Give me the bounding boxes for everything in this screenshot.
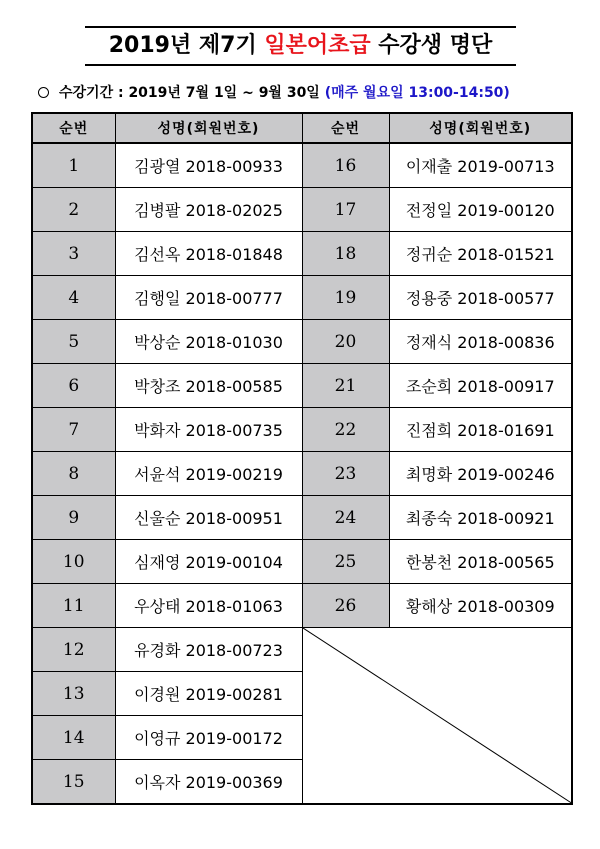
row-number: 15 xyxy=(32,760,115,805)
diagonal-line xyxy=(303,628,572,803)
table-row xyxy=(32,540,572,584)
table-row xyxy=(32,628,572,672)
row-number: 11 xyxy=(32,584,115,628)
student-name-id: 박화자 2018-00735 xyxy=(115,408,302,452)
row-number: 26 xyxy=(302,584,389,628)
header-name-right: 성명(회원번호) xyxy=(389,113,572,143)
student-name-id: 이옥자 2019-00369 xyxy=(115,760,302,805)
table-header-row xyxy=(32,113,572,143)
table-row xyxy=(32,452,572,496)
student-name-id: 심재영 2019-00104 xyxy=(115,540,302,584)
student-name-id: 전정일 2019-00120 xyxy=(389,188,572,232)
student-name-id: 황해상 2018-00309 xyxy=(389,584,572,628)
row-number: 9 xyxy=(32,496,115,540)
student-name-id: 김병팔 2018-02025 xyxy=(115,188,302,232)
row-number: 10 xyxy=(32,540,115,584)
row-number: 16 xyxy=(302,143,389,188)
row-number: 23 xyxy=(302,452,389,496)
row-number: 22 xyxy=(302,408,389,452)
student-name-id: 김선옥 2018-01848 xyxy=(115,232,302,276)
student-name-id: 박창조 2018-00585 xyxy=(115,364,302,408)
table-row xyxy=(32,584,572,628)
student-name-id: 김행일 2018-00777 xyxy=(115,276,302,320)
period-schedule: (매주 월요일 13:00-14:50) xyxy=(324,85,510,101)
row-number: 2 xyxy=(32,188,115,232)
student-name-id: 이재출 2019-00713 xyxy=(389,143,572,188)
title-suffix: 수강생 명단 xyxy=(370,33,493,58)
row-number: 14 xyxy=(32,716,115,760)
student-name-id: 한봉천 2018-00565 xyxy=(389,540,572,584)
row-number: 20 xyxy=(302,320,389,364)
row-number: 7 xyxy=(32,408,115,452)
student-name-id: 진점희 2018-01691 xyxy=(389,408,572,452)
course-period xyxy=(38,82,510,102)
row-number: 12 xyxy=(32,628,115,672)
student-roster-table xyxy=(31,112,573,805)
row-number: 6 xyxy=(32,364,115,408)
row-number: 24 xyxy=(302,496,389,540)
student-name-id: 김광열 2018-00933 xyxy=(115,143,302,188)
student-name-id: 이영규 2019-00172 xyxy=(115,716,302,760)
circle-bullet-icon xyxy=(38,87,49,98)
student-name-id: 정귀순 2018-01521 xyxy=(389,232,572,276)
student-name-id: 정용중 2018-00577 xyxy=(389,276,572,320)
title-prefix: 2019년 제7기 xyxy=(108,33,265,58)
student-name-id: 우상태 2018-01063 xyxy=(115,584,302,628)
table-row xyxy=(32,320,572,364)
row-number: 18 xyxy=(302,232,389,276)
row-number: 1 xyxy=(32,143,115,188)
table-row xyxy=(32,188,572,232)
row-number: 8 xyxy=(32,452,115,496)
row-number: 5 xyxy=(32,320,115,364)
header-name-left: 성명(회원번호) xyxy=(115,113,302,143)
student-name-id: 조순희 2018-00917 xyxy=(389,364,572,408)
table-row xyxy=(32,496,572,540)
empty-cell-diagonal xyxy=(302,628,572,805)
document-title xyxy=(85,26,516,66)
row-number: 13 xyxy=(32,672,115,716)
header-no-right: 순번 xyxy=(302,113,389,143)
table-row xyxy=(32,408,572,452)
student-name-id: 정재식 2018-00836 xyxy=(389,320,572,364)
student-name-id: 이경원 2019-00281 xyxy=(115,672,302,716)
student-name-id: 최종숙 2018-00921 xyxy=(389,496,572,540)
student-name-id: 박상순 2018-01030 xyxy=(115,320,302,364)
row-number: 21 xyxy=(302,364,389,408)
table-row xyxy=(32,232,572,276)
period-label: 수강기간 : 2019년 7월 1일 ~ 9월 30일 xyxy=(59,85,325,101)
student-name-id: 서윤석 2019-00219 xyxy=(115,452,302,496)
student-name-id: 최명화 2019-00246 xyxy=(389,452,572,496)
header-no-left: 순번 xyxy=(32,113,115,143)
table-body xyxy=(32,143,572,804)
row-number: 19 xyxy=(302,276,389,320)
student-name-id: 유경화 2018-00723 xyxy=(115,628,302,672)
row-number: 25 xyxy=(302,540,389,584)
row-number: 3 xyxy=(32,232,115,276)
title-course-name: 일본어초급 xyxy=(264,33,371,58)
table-row xyxy=(32,364,572,408)
row-number: 4 xyxy=(32,276,115,320)
student-name-id: 신울순 2018-00951 xyxy=(115,496,302,540)
table-row xyxy=(32,276,572,320)
row-number: 17 xyxy=(302,188,389,232)
table-row xyxy=(32,143,572,188)
